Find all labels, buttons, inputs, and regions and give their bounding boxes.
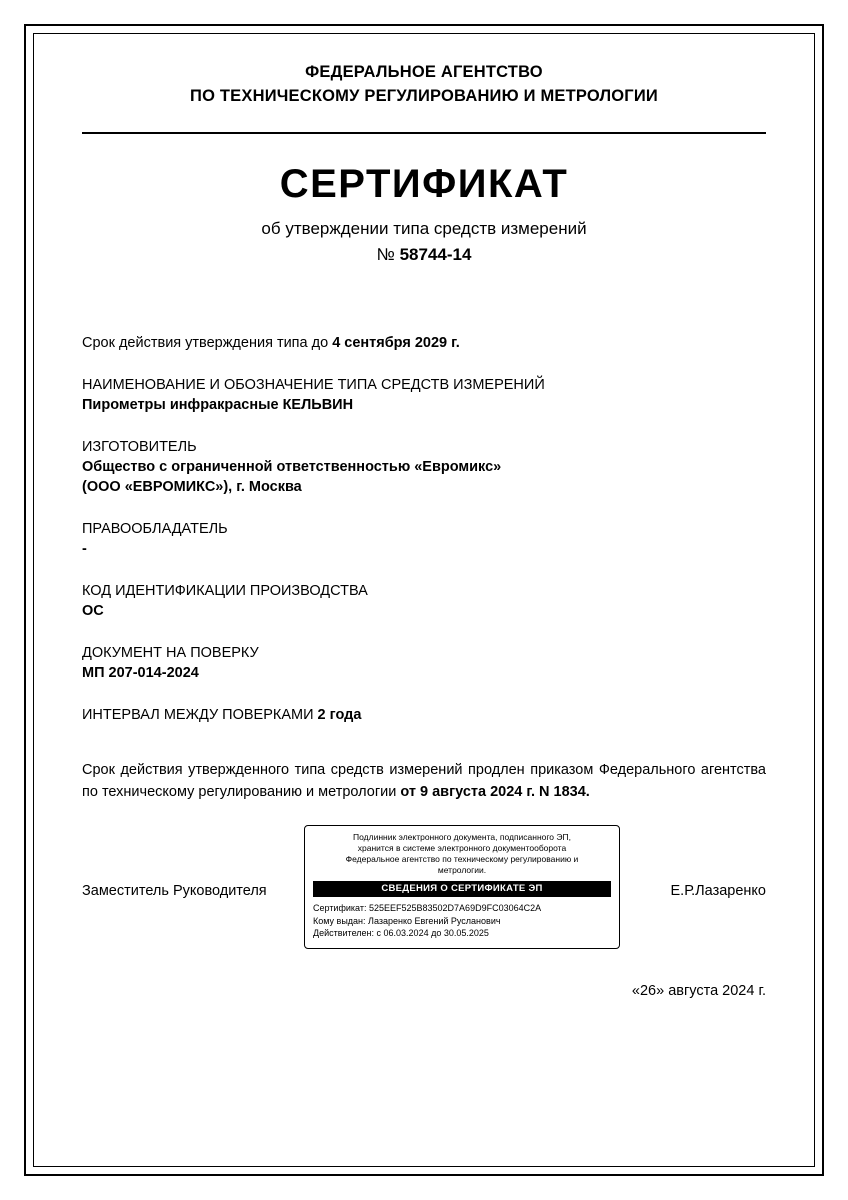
document-body xyxy=(82,333,766,725)
document-number-prefix: № xyxy=(376,245,400,264)
stamp-row-issued-to-key: Кому выдан: xyxy=(313,915,366,926)
signatory-name: Е.Р.Лазаренко xyxy=(670,883,766,899)
section-label-name: НАИМЕНОВАНИЕ И ОБОЗНАЧЕНИЕ ТИПА СРЕДСТВ ИЗМЕРЕНИЙ xyxy=(82,377,545,393)
agency-heading-line2: ПО ТЕХНИЧЕСКОМУ РЕГУЛИРОВАНИЮ И МЕТРОЛОГИИ xyxy=(190,87,658,105)
section-label-rightholder: ПРАВООБЛАДАТЕЛЬ xyxy=(82,521,228,537)
section-value-manufacturer-line2: (ООО «ЕВРОМИКС»), г. Москва xyxy=(82,479,302,495)
stamp-row-certificate-value: 525EEF525B83502D7A69D9FC03064C2A xyxy=(368,903,542,913)
extension-text: Срок действия утвержденного типа средств измерений продлен приказом Федерального агентства по техническому регулированию и метрологии xyxy=(82,762,766,800)
validity-label: Срок действия утверждения типа до xyxy=(82,335,333,351)
document-title: СЕРТИФИКАТ xyxy=(279,162,569,206)
document-number-value: 58744-14 xyxy=(399,245,472,264)
section-value-manufacturer-line1: Общество с ограниченной ответственностью «Евромикс» xyxy=(82,459,502,475)
agency-heading-line1: ФЕДЕРАЛЬНОЕ АГЕНТСТВО xyxy=(305,63,543,81)
stamp-row-valid xyxy=(313,927,611,940)
signature-row xyxy=(82,825,766,965)
agency-heading xyxy=(82,60,766,108)
stamp-header-line2: хранится в системе электронного документооборота xyxy=(357,843,567,853)
extension-paragraph xyxy=(82,759,766,803)
stamp-details xyxy=(313,902,611,940)
electronic-signature-stamp xyxy=(304,825,620,949)
stamp-row-issued-to-value: Лазаренко Евгений Русланович xyxy=(368,915,501,926)
header-divider xyxy=(82,132,766,134)
stamp-row-issued-to xyxy=(313,915,611,928)
signatory-position: Заместитель Руководителя xyxy=(82,883,267,899)
signature-date: «26» августа 2024 г. xyxy=(631,983,766,999)
stamp-row-certificate xyxy=(313,902,611,915)
stamp-row-valid-value: с 06.03.2024 до 30.05.2025 xyxy=(376,928,489,938)
verification-interval xyxy=(82,705,766,725)
section-value-production-code: ОС xyxy=(82,603,104,619)
stamp-header-line1: Подлинник электронного документа, подписанного ЭП, xyxy=(353,832,571,842)
section-value-rightholder: - xyxy=(82,541,87,557)
document-number xyxy=(82,245,766,265)
stamp-title-bar: СВЕДЕНИЯ О СЕРТИФИКАТЕ ЭП xyxy=(313,881,611,897)
section-label-verification-document: ДОКУМЕНТ НА ПОВЕРКУ xyxy=(82,645,259,661)
stamp-row-certificate-key: Сертификат: xyxy=(313,903,367,913)
section-label-production-code: КОД ИДЕНТИФИКАЦИИ ПРОИЗВОДСТВА xyxy=(82,583,368,599)
validity-value: 4 сентября 2029 г. xyxy=(332,335,460,351)
section-value-verification-document: МП 207-014-2024 xyxy=(82,665,199,681)
stamp-header xyxy=(313,832,611,876)
document-content xyxy=(82,60,766,999)
extension-order: от 9 августа 2024 г. N 1834. xyxy=(400,784,590,800)
validity-line xyxy=(82,333,766,353)
verification-interval-label: ИНТЕРВАЛ МЕЖДУ ПОВЕРКАМИ xyxy=(82,707,318,723)
stamp-header-line3: Федеральное агентство по техническому регулированию и xyxy=(345,854,579,864)
document-subtitle: об утверждении типа средств измерений xyxy=(261,219,587,238)
section-label-manufacturer: ИЗГОТОВИТЕЛЬ xyxy=(82,439,197,455)
section-value-name: Пирометры инфракрасные КЕЛЬВИН xyxy=(82,397,354,413)
verification-interval-value: 2 года xyxy=(317,707,362,723)
stamp-row-valid-key: Действителен: xyxy=(313,928,375,938)
stamp-header-line4: метрологии. xyxy=(437,865,487,875)
